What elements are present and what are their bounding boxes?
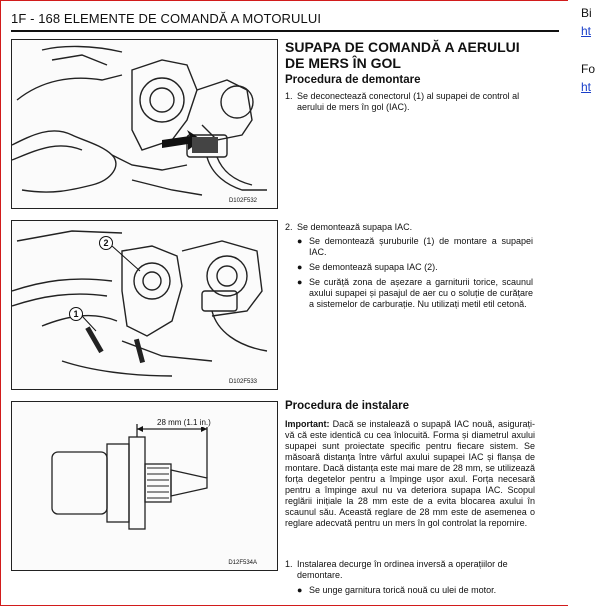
side-link-1[interactable]: ht: [581, 24, 592, 38]
removal-step-2: [285, 222, 533, 233]
step-number: 1.: [285, 91, 293, 101]
iac-valve-drawing: [12, 402, 277, 570]
important-text: Dacă se instalează o supapă IAC nouă, asigurați-vă că este identică cu cea înlocuită. Forma și diametrul axului supapei sunt proiectate specific pentru fiecare sistem. Se măsoară distanța între vârful axului supapei IAC și flanșa de montare. Dacă distanța este mai mare de 28 mm, se utilizează forța degetelor pentru a împinge ușor axul. Forța necesară pentru a împinge axul nu va deteriora supapa IAC. Scopul reglării inițiale la 28 mm este de a evita blocarea axului în scaunul său. Această reglare de 28 mm este de asemenea o reglare adecvată pentru un mers în gol controlat la repornire.: [285, 419, 535, 528]
side-label-1: Bi: [581, 6, 592, 20]
important-label: Important:: [285, 419, 330, 429]
dimension-label: 28 mm (1.1 in.): [157, 418, 211, 427]
bullet-icon: ●: [297, 262, 303, 272]
side-link-2[interactable]: ht: [581, 80, 592, 94]
bullet-text: Se curăță zona de așezare a garniturii torice, scaunul axului supapei și pasajul de aer cu o soluție de curățare a sistemelor de carburație. Nu utilizați metil etil cetonă.: [309, 277, 533, 309]
section-title-line-2: DE MERS ÎN GOL: [285, 55, 401, 71]
install-heading: Procedura de instalare: [285, 400, 409, 412]
callout-2: 2: [99, 236, 113, 250]
document-page: [1, 1, 567, 604]
engine-illustration-1: [12, 40, 277, 208]
step-text: Instalarea decurge în ordinea inversă a operațiilor de demontare.: [297, 559, 508, 580]
section-title-line-1: SUPAPA DE COMANDĂ A AERULUI: [285, 39, 520, 55]
figure-code: D102F532: [228, 198, 257, 204]
bullet-text: Se demontează șuruburile (1) de montare a supapei IAC.: [309, 236, 533, 257]
install-step-1: [285, 559, 533, 581]
install-bullet-1: [297, 585, 533, 596]
engine-illustration-2: [12, 221, 277, 389]
step-number: 1.: [285, 559, 293, 569]
bullet-text: Se unge garnitura torică nouă cu ulei de motor.: [309, 585, 497, 595]
bullet-icon: ●: [297, 236, 303, 246]
important-note: [285, 419, 535, 529]
bullet-text: Se demontează supapa IAC (2).: [309, 262, 438, 272]
page-header: 1F - 168 ELEMENTE DE COMANDĂ A MOTORULUI: [11, 11, 322, 26]
figure-iac-connector: [11, 39, 278, 209]
step-text: Se demontează supapa IAC.: [297, 222, 413, 232]
bullet-icon: ●: [297, 585, 303, 595]
step-number: 2.: [285, 222, 293, 232]
figure-iac-removal: [11, 220, 278, 390]
figure-iac-measurement: [11, 401, 278, 571]
removal-bullet-1: [297, 236, 533, 258]
section-title: [285, 39, 555, 71]
side-panel: [568, 0, 595, 606]
bullet-icon: ●: [297, 277, 303, 287]
removal-step-1: [285, 91, 533, 113]
header-rule: [11, 30, 559, 32]
removal-bullet-2: [297, 262, 533, 273]
step-text: Se deconectează conectorul (1) al supapei de control al aerului de mers în gol (IAC).: [297, 91, 520, 112]
callout-1: 1: [69, 307, 83, 321]
removal-bullet-3: [297, 277, 533, 310]
removal-heading: Procedura de demontare: [285, 74, 421, 86]
figure-code: D102F533: [228, 379, 257, 385]
side-label-2: Fo: [581, 62, 595, 76]
figure-code: D12F534A: [228, 560, 257, 566]
